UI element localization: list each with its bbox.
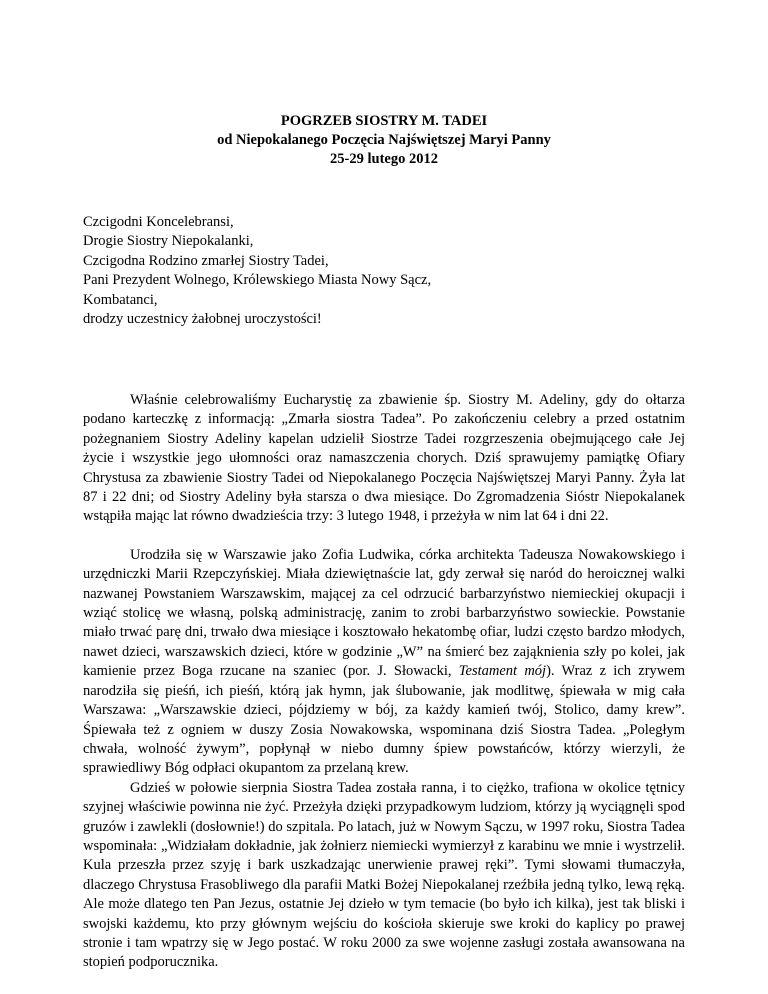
salutation-line: Kombatanci, bbox=[83, 291, 158, 308]
title-line-2: od Niepokalanego Poczęcia Najświętszej Maryi Panny bbox=[217, 132, 551, 148]
paragraph-2-part-b: ). Wraz z ich zrywem narodziła się pieśń, ich pieśń, którą jak hymn, jak ślubowanie, jak modlitwę, śpiewała w mig cała Warszawa: „Warszawskie dzieci, pójdziemy w bój, za każdy kamień twój, Stolico, damy krew”. Śpiewała też z ogniem w duszy Zosia Nowakowska, wspominana dziś Siostra Tadea. „Poległym chwała, wolność żywym”, popłynął w niebo dumny śpiew powstańców, którzy wierzyli, że sprawiedliwy Bóg odpłaci okupantom za przelaną krew. bbox=[83, 663, 685, 777]
salutation-block bbox=[83, 213, 685, 329]
title-date: 25-29 lutego 2012 bbox=[330, 151, 438, 167]
citation-title: Testament mój bbox=[458, 663, 547, 680]
salutation-line: Czcigodna Rodzino zmarłej Siostry Tadei, bbox=[83, 252, 329, 269]
title-line-1: POGRZEB SIOSTRY M. TADEI bbox=[280, 113, 488, 129]
document-title bbox=[0, 112, 768, 169]
salutation-line: drodzy uczestnicy żałobnej uroczystości! bbox=[83, 311, 322, 328]
body-text bbox=[83, 391, 685, 973]
paragraph-3: Gdzieś w połowie sierpnia Siostra Tadea została ranna, i to ciężko, trafiona w okolice tętnicy szyjnej właściwie powinna nie żyć. Przeżyła dzięki przypadkowym ludziom, którzy ją wyciągnęli spod gruzów i zawlekli (dosłownie!) do szpitala. Po latach, już w Nowym Sączu, w 1997 roku, Siostra Tadea wspominała: „Widziałam dokładnie, jak żołnierz niemiecki wymierzył z karabinu we mnie i wystrzelił. Kula przeszła przez szyję i bark uszkadzając unerwienie prawej ręki”. Tymi słowami tłumaczyła, dlaczego Chrystusa Frasobliwego dla parafii Matki Bożej Niepokalanej rzeźbiła jedną tylko, lewą ręką. Ale może dlatego ten Pan Jezus, ostatnie Jej dzieło w tym temacie (bo było ich kilka), jest tak bliski i swojski każdemu, kto przy głównym wejściu do kościoła skieruje swe kroki do kaplicy po prawej stronie i tam wpatrzy się w Jego postać. W roku 2000 za swe wojenne zasługi została awansowana na stopień podporucznika. bbox=[83, 779, 685, 971]
paragraph-2-part-a: Urodziła się w Warszawie jako Zofia Ludwika, córka architekta Tadeusza Nowakowskiego i urzędniczki Marii Rzepczyńskiej. Miała dziewiętnaście lat, gdy zerwał się naród do heroicznej walki nazwanej Powstaniem Warszawskim, mającej za cel odrzucić barbarzyństwo niemieckiej okupacji i wziąć stolicę we własną, polską administrację, zanim to zrobi barbarzyństwo sowieckie. Powstanie miało trwać parę dni, trwało dwa miesiące i kosztowało hekatombę ofiar, ludzi często bardzo młodych, nawet dzieci, warszawskich dzieci, które w godzinie „W” na śmierć bez zająknienia szły po kolei, jak kamienie przez Boga rzucane na szaniec (por. J. Słowacki, bbox=[83, 546, 685, 680]
salutation-line: Drogie Siostry Niepokalanki, bbox=[83, 233, 254, 250]
salutation-line: Pani Prezydent Wolnego, Królewskiego Miasta Nowy Sącz, bbox=[83, 272, 432, 289]
salutation-line: Czcigodni Koncelebransi, bbox=[83, 214, 234, 230]
paragraph-2 bbox=[83, 546, 685, 779]
paragraph-1: Właśnie celebrowaliśmy Eucharystię za zbawienie śp. Siostry M. Adeliny, gdy do ołtarza podano karteczkę z informacją: „Zmarła siostra Tadea”. Po zakończeniu celebry a przed ostatnim pożegnaniem Siostry Adeliny kapelan udzielił Siostrze Tadei rozgrzeszenia obejmującego całe Jej życie i wszystkie jego ułomności oraz namaszczenia chorych. Dziś sprawujemy pamiątkę Ofiary Chrystusa za zbawienie Siostry Tadei od Niepokalanego Poczęcia Najświętszej Maryi Panny. Żyła lat 87 i 22 dni; od Siostry Adeliny była starsza o dwa miesiące. Do Zgromadzenia Sióstr Niepokalanek wstąpiła mając lat równo dwadzieścia trzy: 3 lutego 1948, i przeżyła w nim lat 64 i dni 22. bbox=[83, 392, 685, 525]
